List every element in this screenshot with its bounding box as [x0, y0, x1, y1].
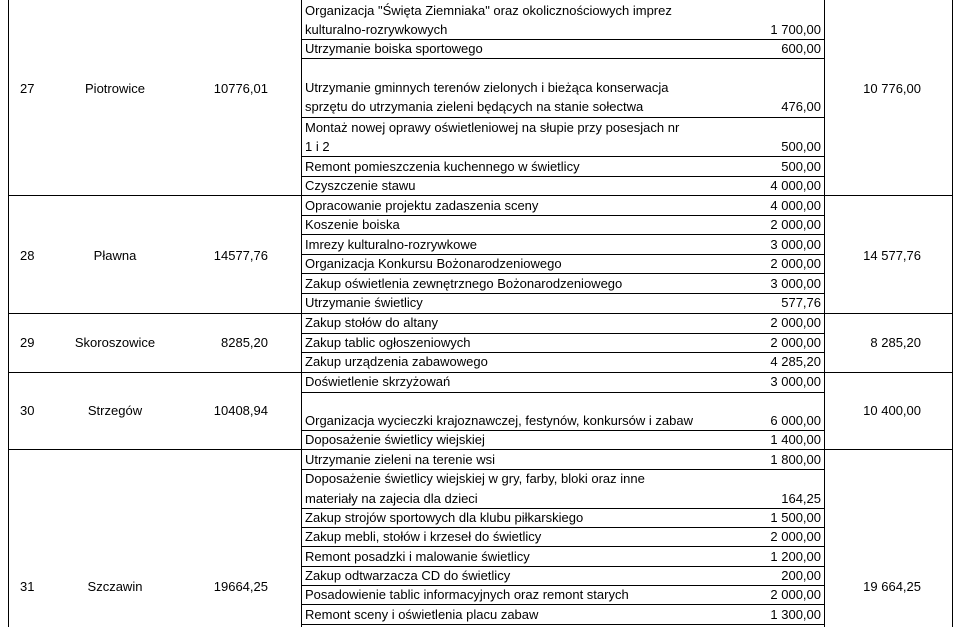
line-item: [305, 508, 821, 527]
item-amount: 4 285,20: [770, 354, 821, 369]
line-item: [305, 97, 821, 116]
item-amount: 4 000,00: [770, 198, 821, 213]
item-amount: 1 200,00: [770, 549, 821, 564]
item-description: Organizacja wycieczki krajoznawczej, festynów, konkursów i zabaw: [305, 413, 693, 428]
line-item: [305, 489, 821, 508]
line-item: [305, 527, 821, 546]
item-description: Organizacja Konkursu Bożonarodzeniowego: [305, 256, 562, 271]
item-description: Remont sceny i oświetlenia placu zabaw: [305, 607, 539, 622]
item-description: 1 i 2: [305, 139, 330, 154]
item-description: Remont pomieszczenia kuchennego w świetlicy: [305, 159, 580, 174]
item-amount: 1 700,00: [770, 22, 821, 37]
item-amount: 476,00: [781, 99, 821, 114]
group-amount: 14577,76: [213, 248, 268, 263]
item-amount: 2 000,00: [770, 335, 821, 350]
item-description: Organizacja "Święta Ziemniaka" oraz okolicznościowych imprez: [305, 3, 672, 18]
line-item: [305, 605, 821, 624]
item-amount: 2 000,00: [770, 256, 821, 271]
item-description: Czyszczenie stawu: [305, 178, 416, 193]
group-amount: 10408,94: [213, 403, 268, 418]
item-amount: 600,00: [781, 41, 821, 56]
group-number: 29: [20, 335, 35, 350]
item-description: Utrzymanie świetlicy: [305, 295, 423, 310]
item-description: Doświetlenie skrzyżowań: [305, 374, 451, 389]
group-total: 8 285,20: [870, 335, 921, 350]
line-item: [305, 254, 821, 273]
item-amount: 3 000,00: [770, 374, 821, 389]
item-description: kulturalno-rozrywkowych: [305, 22, 448, 37]
group-name: Szczawin: [87, 579, 143, 594]
grid-line: [952, 0, 953, 627]
group-number: 31: [20, 579, 35, 594]
group-amount: 19664,25: [213, 579, 268, 594]
line-item: [305, 333, 821, 352]
line-item: [305, 313, 821, 332]
group-amount: 10776,01: [213, 81, 268, 96]
item-amount: 2 000,00: [770, 217, 821, 232]
item-amount: 6 000,00: [770, 413, 821, 428]
item-amount: 500,00: [781, 159, 821, 174]
item-amount: 164,25: [781, 491, 821, 506]
line-item: [305, 215, 821, 234]
line-item: [305, 176, 821, 195]
line-item: [305, 566, 821, 585]
line-item: [305, 196, 821, 215]
group-total: 19 664,25: [863, 579, 921, 594]
line-item: [305, 39, 821, 58]
item-description: materiały na zajecia dla dzieci: [305, 491, 478, 506]
group-number: 28: [20, 248, 35, 263]
item-description: Utrzymanie gminnych terenów zielonych i bieżąca konserwacja: [305, 80, 669, 95]
item-description: Utrzymanie boiska sportowego: [305, 41, 483, 56]
item-description: Opracowanie projektu zadaszenia sceny: [305, 198, 539, 213]
item-description: Imrezy kulturalno-rozrywkowe: [305, 237, 477, 252]
group-name: Strzegów: [87, 403, 143, 418]
line-item: [305, 274, 821, 293]
line-item: [305, 469, 821, 488]
item-amount: 2 000,00: [770, 315, 821, 330]
item-amount: 1 500,00: [770, 510, 821, 525]
item-amount: 200,00: [781, 568, 821, 583]
item-amount: 577,76: [781, 295, 821, 310]
row-line: [301, 58, 824, 59]
item-amount: 2 000,00: [770, 529, 821, 544]
group-name: Piotrowice: [85, 81, 145, 96]
item-description: Doposażenie świetlicy wiejskiej w gry, farby, bloki oraz inne: [305, 471, 645, 486]
line-item: [305, 293, 821, 312]
group-amount: 8285,20: [221, 335, 268, 350]
item-amount: 1 800,00: [770, 452, 821, 467]
item-amount: 3 000,00: [770, 237, 821, 252]
line-item: [305, 137, 821, 156]
item-description: Zakup tablic ogłoszeniowych: [305, 335, 471, 350]
line-item: [305, 157, 821, 176]
item-description: Posadowienie tablic informacyjnych oraz remont starych: [305, 587, 629, 602]
item-description: Montaż nowej oprawy oświetleniowej na słupie przy posesjach nr: [305, 120, 680, 135]
line-item: [305, 547, 821, 566]
group-total: 10 400,00: [863, 403, 921, 418]
item-amount: 4 000,00: [770, 178, 821, 193]
item-description: Zakup stołów do altany: [305, 315, 438, 330]
item-description: Zakup mebli, stołów i krzeseł do świetlicy: [305, 529, 542, 544]
item-description: Koszenie boiska: [305, 217, 400, 232]
item-amount: 2 000,00: [770, 587, 821, 602]
line-item: [305, 78, 821, 97]
line-item: [305, 235, 821, 254]
group-name: Pławna: [93, 248, 137, 263]
line-item: [305, 20, 821, 39]
item-amount: 1 300,00: [770, 607, 821, 622]
group-name: Skoroszowice: [74, 335, 156, 350]
item-description: Zakup urządzenia zabawowego: [305, 354, 488, 369]
line-item: [305, 352, 821, 371]
row-line: [301, 392, 824, 393]
line-item: [305, 118, 821, 137]
item-amount: 1 400,00: [770, 432, 821, 447]
item-description: sprzętu do utrzymania zieleni będących na stanie sołectwa: [305, 99, 644, 114]
line-item: [305, 585, 821, 604]
item-description: Utrzymanie zieleni na terenie wsi: [305, 452, 496, 467]
line-item: [305, 372, 821, 391]
group-number: 30: [20, 403, 35, 418]
item-description: Zakup strojów sportowych dla klubu piłkarskiego: [305, 510, 584, 525]
group-total: 10 776,00: [863, 81, 921, 96]
item-description: Zakup oświetlenia zewnętrznego Bożonarodzeniowego: [305, 276, 623, 291]
item-description: Zakup odtwarzacza CD do świetlicy: [305, 568, 511, 583]
group-total: 14 577,76: [863, 248, 921, 263]
group-number: 27: [20, 81, 35, 96]
item-description: Doposażenie świetlicy wiejskiej: [305, 432, 485, 447]
line-item: [305, 1, 821, 20]
row-line: [301, 624, 824, 625]
item-amount: 3 000,00: [770, 276, 821, 291]
line-item: [305, 430, 821, 449]
item-amount: 500,00: [781, 139, 821, 154]
item-description: Remont posadzki i malowanie świetlicy: [305, 549, 530, 564]
line-item: [305, 411, 821, 430]
line-item: [305, 450, 821, 469]
